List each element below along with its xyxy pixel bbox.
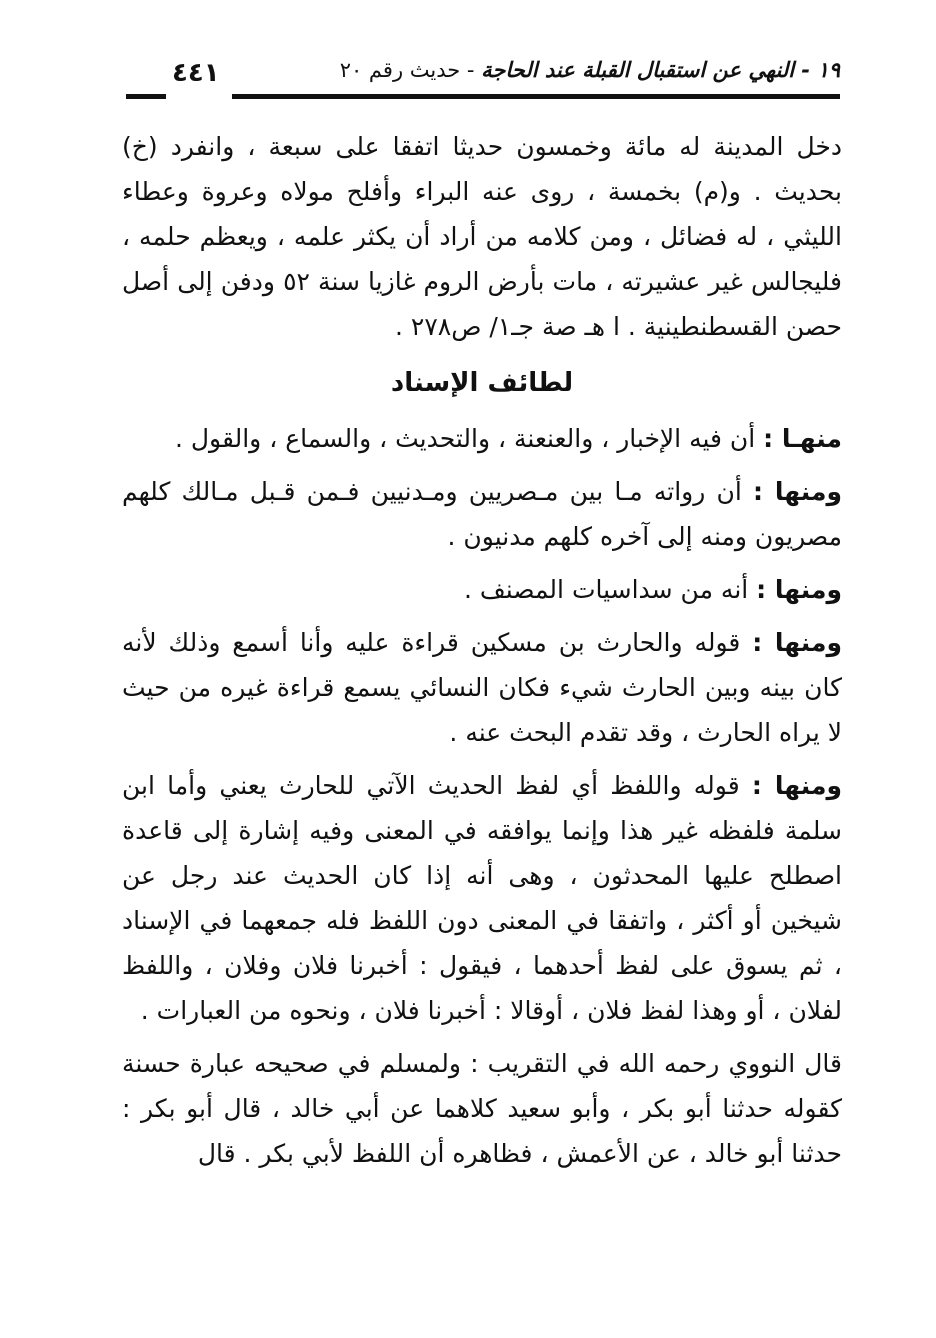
item-text: قوله واللفظ أي لفظ الحديث الآتي للحارث يعني وأما ابن سلمة فلفظه غير هذا وإنما يوافقه في المعنى وفيه إشارة إلى قاعدة اصطلح عليها المحدثون ، وهى أنه إذا كان الحديث عند رجل عن شيخين أو أكثر ، واتفقا في المعنى دون اللفظ فله جمعهما في الإسناد ، ثم يسوق على لفظ أحدهما ، فيقول : أخبرنا فلان وفلان ، واللفظ لفلان ، أو وهذا لفظ فلان ، أوقالا : أخبرنا فلان ، ونحوه من العبارات . (122, 771, 842, 1025)
page-header (126, 58, 840, 98)
biography-paragraph: دخل المدينة له مائة وخمسون حديثا اتفقا على سبعة ، وانفرد (خ) بحديث . و(م) بخمسة ، روى عنه البراء وأفلح مولاه وعروة وعطاء الليثي ، له فضائل ، ومن كلامه من أراد أن يكثر علمه ، ويعظم حلمه ، فليجالس غير عشيرته ، مات بأرض الروم غازيا سنة ٥٢ ودفن إلى أصل حصن القسطنطينية . ا هـ صة جـ١/ ص٢٧٨ . (122, 132, 842, 341)
page-body (122, 124, 842, 1176)
item-text: أنه من سداسيات المصنف . (463, 575, 757, 604)
header-rule-left (126, 94, 166, 99)
closing-paragraph: قال النووي رحمه الله في التقريب : ولمسلم في صحيحه عبارة حسنة كقوله حدثنا أبو بكر ، وأبو سعيد كلاهما عن أبي خالد ، قال أبو بكر : حدثنا أبو خالد ، عن الأعمش ، فظاهره أن اللفظ لأبي بكر . قال (122, 1049, 842, 1168)
item-text: قوله والحارث بن مسكين قراءة عليه وأنا أسمع وذلك لأنه كان بينه وبين الحارث شيء فكان النسائي يسمع قراءة غيره من حيث لا يراه الحارث ، وقد تقدم البحث عنه . (122, 628, 842, 747)
list-item (122, 620, 842, 755)
running-title (340, 58, 840, 82)
page-number: ٤٤١ (172, 58, 220, 88)
item-lead: منهـا : (763, 424, 842, 453)
chapter-title: ١٩ - النهي عن استقبال القبلة عند الحاجة (481, 58, 840, 82)
item-text: أن فيه الإخبار ، والعنعنة ، والتحديث ، والسماع ، والقول . (175, 424, 764, 453)
item-text: أن رواته مـا بين مـصريين ومـدنيين فـمن قـبل مـالك كلهم مصريون ومنه إلى آخره كلهم مدنيون . (122, 477, 842, 551)
section-heading: لطائف الإسناد (390, 368, 574, 398)
item-lead: ومنها : (756, 575, 842, 604)
item-lead: ومنها : (752, 477, 842, 506)
list-item (122, 469, 842, 559)
list-item (122, 567, 842, 612)
list-item (122, 763, 842, 1033)
item-lead: ومنها : (752, 628, 842, 657)
hadith-number: - حديث رقم ٢٠ (339, 58, 482, 82)
header-rule-right (232, 94, 840, 99)
item-lead: ومنها : (751, 771, 842, 800)
list-item (122, 416, 842, 461)
